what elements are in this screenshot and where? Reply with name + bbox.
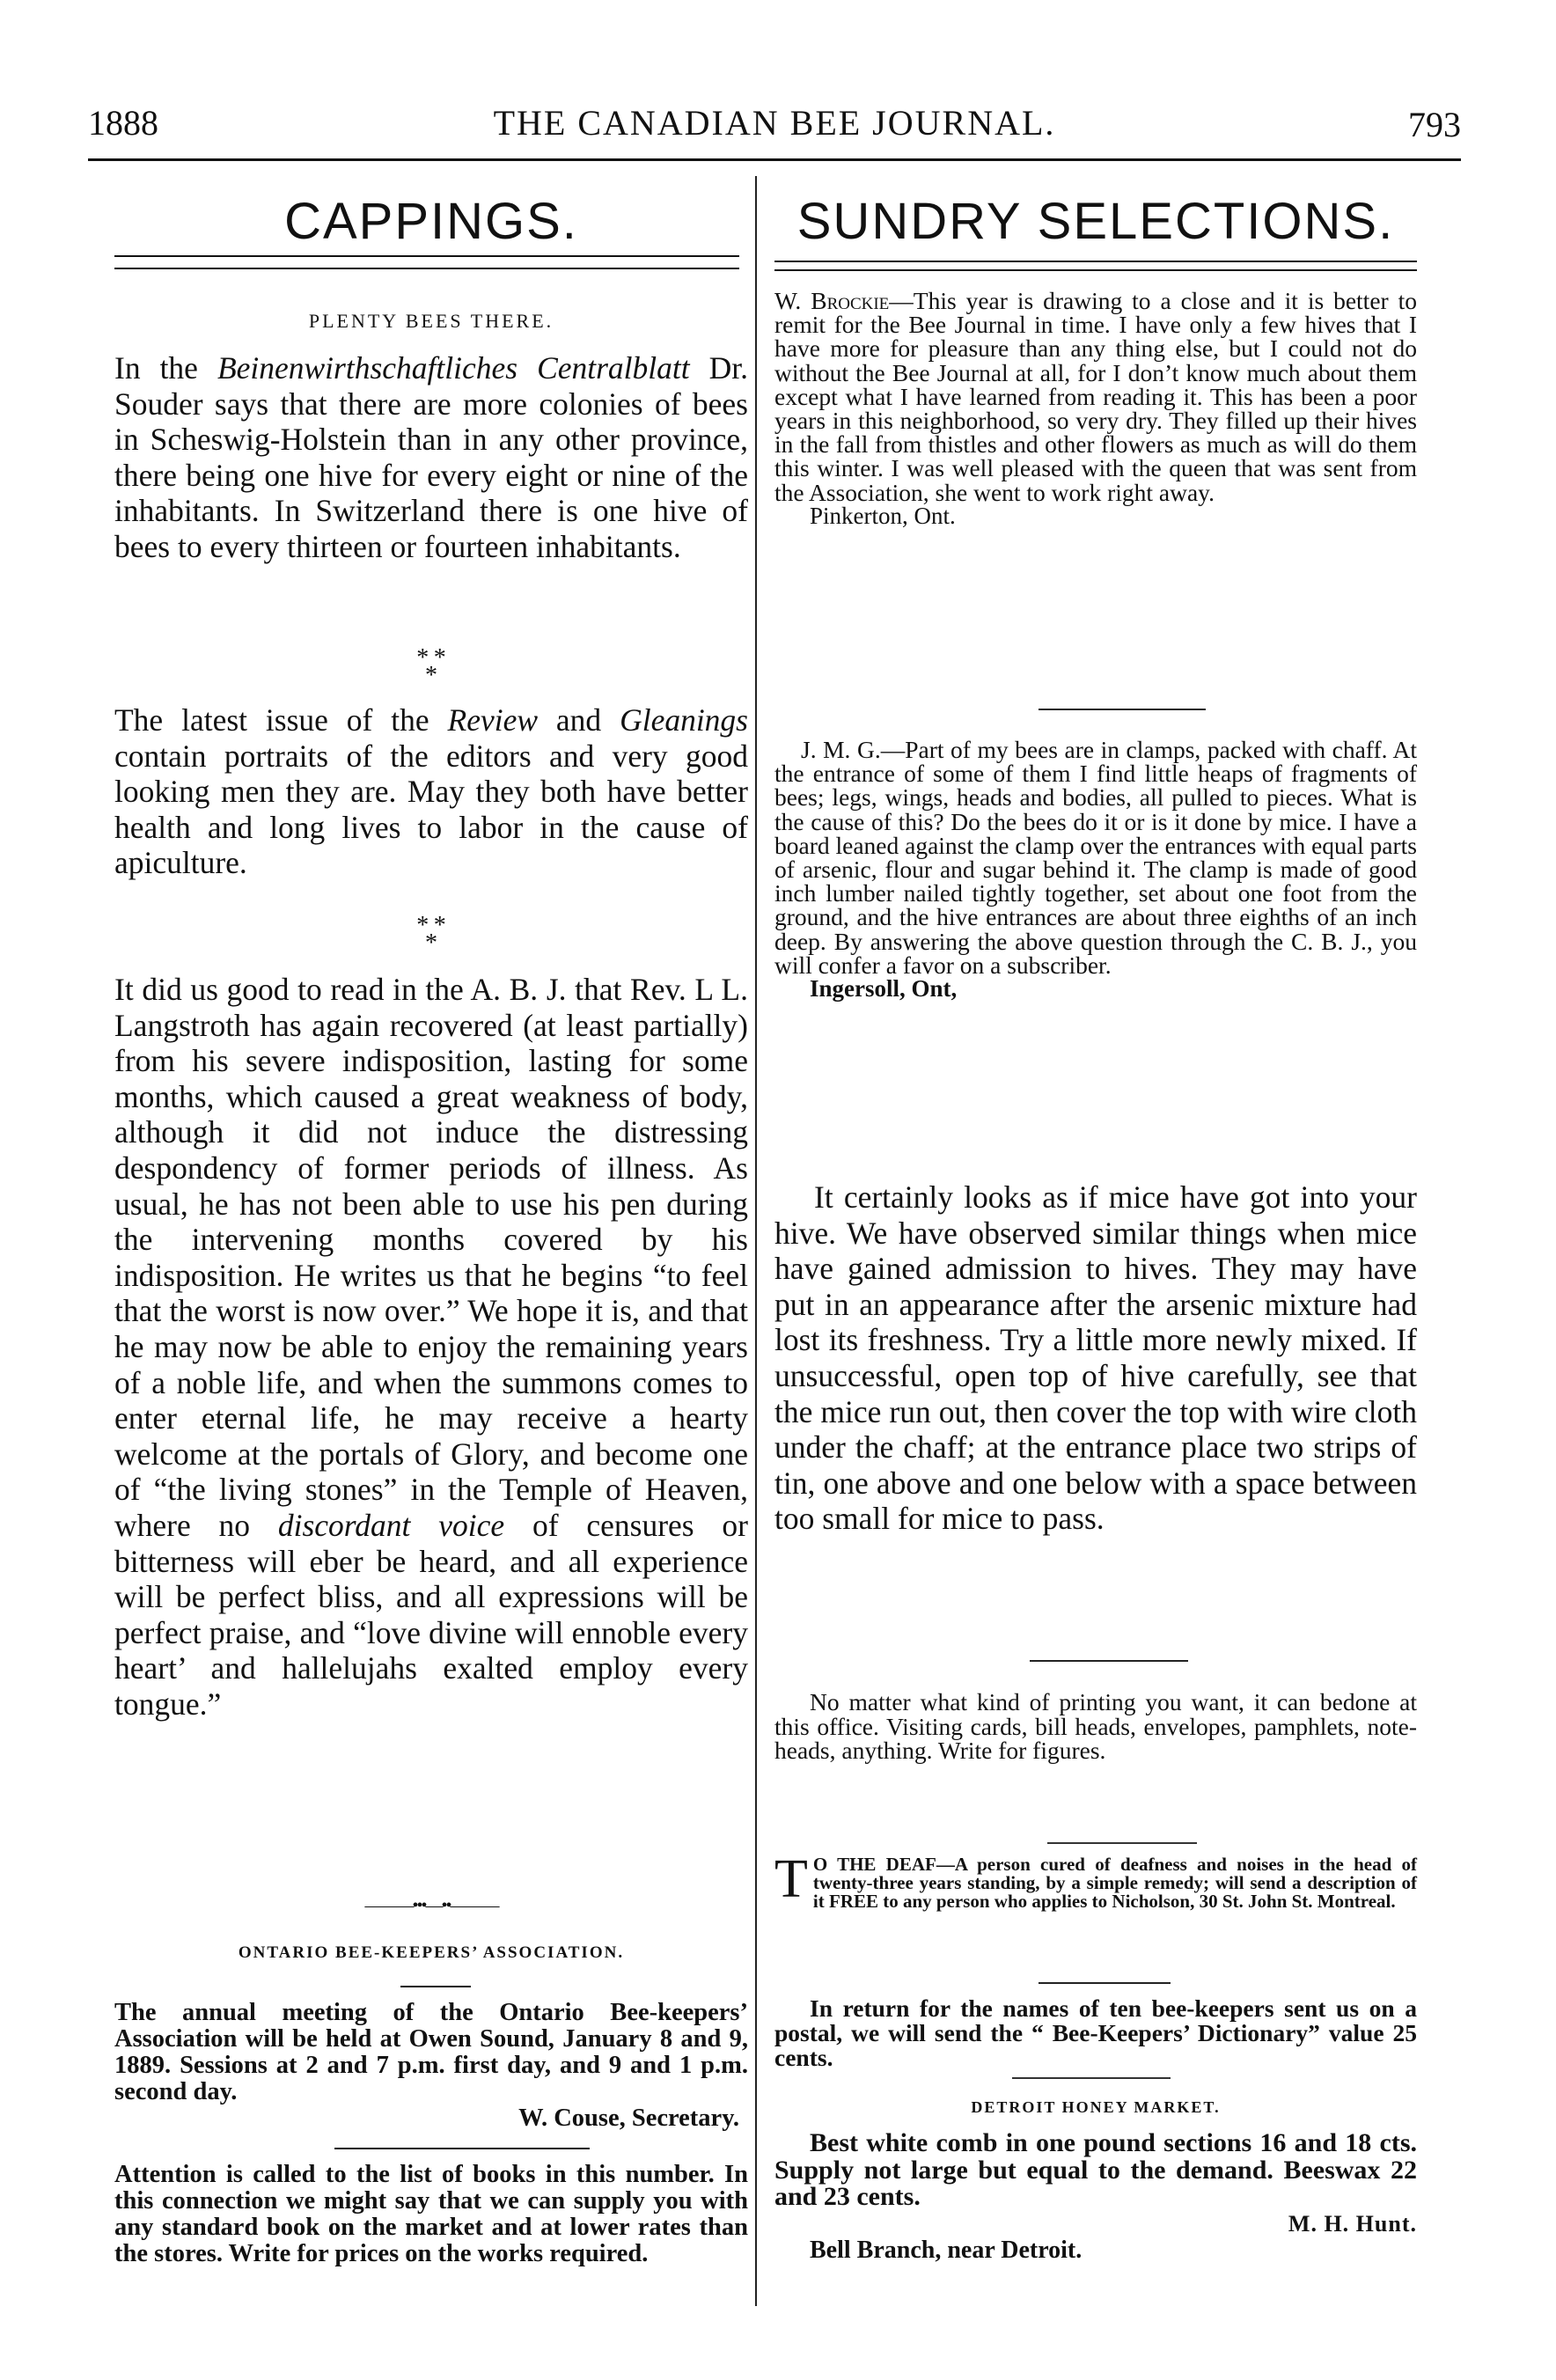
market-place: Bell Branch, near Detroit. (810, 2237, 1083, 2264)
column-divider (755, 176, 757, 2306)
stars-separator-2: * * * (416, 912, 446, 957)
dictionary-offer: In return for the names of ten bee-keepers sent us on a postal, we will send the “ Bee-Keepers’ Dictionary” value 25 cents. (774, 1994, 1417, 2071)
association-short-rule (400, 1986, 471, 1987)
cappings-rule-1 (114, 255, 739, 257)
stars-separator-1: * * * (416, 644, 446, 689)
brockie-place: Pinkerton, Ont. (810, 502, 956, 529)
plenty-bees-heading: PLENTY BEES THERE. (308, 310, 554, 332)
jmg-letter: J. M. G.—Part of my bees are in clamps, packed with chaff. At the entrance of some of them I find little heaps of fragments of bees; legs, wings, heads and bodies, all pulled to pieces. What is the cause of this? Do the bees do it or is it done by mice. I have a board leaned against the clamp over the entrances with equal parts of arsenic, flour and sugar behind it. The clamp is made of good inch lumber nailed tightly together, set about one foot from the ground, and the hive entrances are about three eighths of an inch deep. By answering the above question through the C. B. J., you will confer a favor on a subscriber. Ingersoll, Ont, (774, 736, 1417, 1003)
sundry-rule-1 (774, 261, 1417, 262)
letter-separator-1 (1039, 709, 1206, 710)
market-signature: M. H. Hunt. (1288, 2210, 1417, 2237)
deaf-separator (1047, 1842, 1197, 1844)
jmg-place: Ingersoll, Ont, (810, 975, 958, 1003)
deaf-notice: T O THE DEAF—A person cured of deafness and noises in the head of twenty-three years standing, by a simple remedy; will send a description of it FREE to any person who applies to Nicholson, 30 St. John St. Montreal. (774, 1849, 1417, 1912)
sundry-selections-title: SUNDRY SELECTIONS. (796, 193, 1395, 250)
association-notice: The annual meeting of the Ontario Bee-keepers’ Association will be held at Owen Sound, January 8 and 9, 1889. Sessions at 2 and 7 p.m. first day, and 9 and 1 p.m. second day. W. Couse, Secretary. (114, 1999, 748, 2132)
sundry-rule-2 (774, 269, 1417, 271)
page-number: 793 (1408, 105, 1461, 144)
books-rule (334, 2148, 590, 2149)
market-separator (1012, 2077, 1171, 2079)
detroit-market-report: Best white comb in one pound sections 16 and 18 cts. Supply not large but equal to the demand. Beeswax 22 and 23 cents. M. H. Hunt. Bell Branch, near Detroit. (774, 2128, 1417, 2264)
books-notice: Attention is called to the list of books in this number. In this connection we might say that we can supply you with any standard book on the market and at lower rates than the stores. Write for prices on the works required. (114, 2161, 748, 2267)
ornament-rule: ———•••—••——— (364, 1896, 498, 1915)
journal-title: THE CANADIAN BEE JOURNAL. (493, 103, 1056, 143)
brockie-letter: W. Brockie—This year is drawing to a close and it is better to remit for the Bee Journal in time. I have only a few hives that I have more for pleasure than any thing else, but I could not do without the Bee Journal at all, for I don’t know much about them except what I have learned from reading it. This has been a poor years in this neighborhood, so very dry. They filled up their hives in the fall from thistles and other flowers as much as will do them this winter. I was well pleased with the queen that was sent from the Association, she went to work right away. Pinkerton, Ont. (774, 287, 1417, 529)
editor-reply: It certainly looks as if mice have got into your hive. We have observed similar things when mice have gained admission to hives. They may have put in an appearance after the arsenic mixture had lost its freshness. Try a little more newly mixed. If unsuccessful, open top of hive carefully, see that the mice run out, then cover the top with wire cloth under the chaff; at the entrance place two strips of tin, one above and one below with a space between too small for mice to pass. (774, 1179, 1417, 1537)
review-gleanings-paragraph: The latest issue of the Review and Gleanings contain portraits of the editors and very good looking men they are. May they both have better health and long lives to labor in the cause of apiculture. (114, 702, 748, 881)
printing-separator (1030, 1660, 1188, 1662)
cappings-rule-2 (114, 268, 739, 269)
offer-separator (1039, 1982, 1171, 1984)
association-signature: W. Couse, Secretary. (518, 2105, 739, 2132)
detroit-market-heading: DETROIT HONEY MARKET. (971, 2098, 1221, 2116)
header-year: 1888 (88, 103, 158, 143)
header-rule (88, 158, 1461, 161)
plenty-bees-paragraph: In the Beinenwirthschaftliches Centralblatt Dr. Souder says that there are more colonies of bees in Scheswig-Holstein than in any other province, there being one hive for every eight or nine of the inhabitants. In Switzerland there is one hive of bees to every thirteen or fourteen inhabitants. (114, 350, 749, 564)
deaf-dropcap: T (774, 1849, 808, 1909)
printing-notice: No matter what kind of printing you want, it can bedone at this office. Visiting cards, bill heads, envelopes, pamphlets, note-heads, anything. Write for figures. (774, 1688, 1417, 1764)
langstroth-paragraph: It did us good to read in the A. B. J. that Rev. L L. Langstroth has again recovered (at least partially) from his severe indisposition, lasting for some months, which caused a great weakness of body, although it did not induce the distressing despondency of former periods of illness. As usual, he has not been able to use his pen during the intervening months covered by his indisposition. He writes us that he begins “to feel that the worst is now over.” We hope it is, and that he may now be able to enjoy the remaining years of a noble life, and when the summons comes to enter eternal life, he may receive a hearty welcome at the portals of Glory, and become one of “the living stones” in the Temple of Heaven, where no discordant voice of censures or bitterness will eber be heard, and all experience will be perfect bliss, and all expressions will be perfect praise, and “love divine will ennoble every heart’ and hallelujahs exalted employ every tongue.” (114, 972, 748, 1722)
running-header (88, 95, 1461, 157)
cappings-title: CAPPINGS. (284, 193, 578, 250)
association-heading: ONTARIO BEE-KEEPERS’ ASSOCIATION. (238, 1943, 625, 1962)
